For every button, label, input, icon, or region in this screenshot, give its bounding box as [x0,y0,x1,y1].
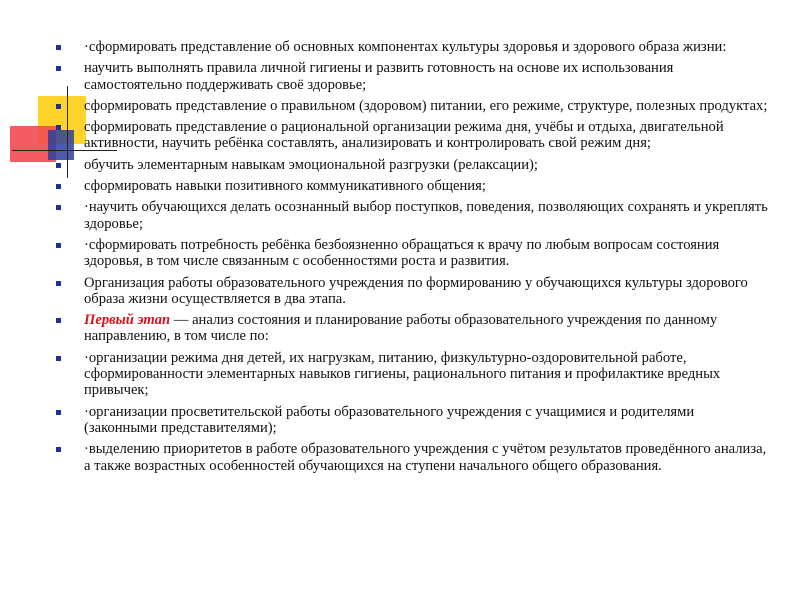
list-item-text: ·выделению приоритетов в работе образовательного учреждения с учётом результатов проведённого анализа, а также возрастных особенностей обучающихся на ступени начального общего образования. [84,441,767,474]
square-bullet-icon [56,125,61,130]
bullet-list [56,39,768,474]
list-item [56,39,768,55]
list-item-text: ·сформировать представление об основных компонентах культуры здоровья и здорового образа жизни: [84,39,727,55]
list-item-text: сформировать представление о правильном (здоровом) питании, его режиме, структуре, полезных продуктах; [84,97,768,114]
square-bullet-icon [56,243,61,248]
list-item [56,60,768,93]
square-bullet-icon [56,205,61,210]
square-bullet-icon [56,163,61,168]
square-bullet-icon [56,281,61,286]
slide-content [56,39,768,479]
list-item [56,119,768,152]
list-item [56,157,768,173]
square-bullet-icon [56,66,61,71]
list-item-stage [56,312,768,345]
square-bullet-icon [56,410,61,415]
list-item-text: ·научить обучающихся делать осознанный выбор поступков, поведения, позволяющих сохранять и укреплять здоровье; [84,199,768,232]
list-item-text: сформировать представление о рациональной организации режима дня, учёбы и отдыха, двигательной активности, научить ребёнка составлять, анализировать и контролировать свой режим дня; [84,119,724,152]
list-item [56,350,768,399]
square-bullet-icon [56,447,61,452]
list-item [56,441,768,474]
list-item [56,237,768,270]
square-bullet-icon [56,104,61,109]
square-bullet-icon [56,356,61,361]
list-item-text: ·организации режима дня детей, их нагрузкам, питанию, физкультурно-оздоровительной работе, сформированности элементарных навыков гигиены, рационального питания и профилактике вредных привычек; [84,349,721,399]
list-item [56,199,768,232]
stage-text: — анализ состояния и планирование работы образовательного учреждения по данному направлению, в том числе по: [84,312,718,345]
list-item-text: ·сформировать потребность ребёнка безбоязненно обращаться к врачу по любым вопросам состояния здоровья, в том числе связанным с особенностями роста и развития. [84,236,720,270]
list-item-text: сформировать навыки позитивного коммуникативного общения; [84,178,486,195]
square-bullet-icon [56,45,61,50]
square-bullet-icon [56,318,61,323]
list-item-text: ·организации просветительской работы образовательного учреждения с учащимися и родителями (законными представителями); [84,403,695,436]
list-item [56,178,768,194]
list-item [56,98,768,114]
square-bullet-icon [56,184,61,189]
list-item-text: научить выполнять правила личной гигиены и развить готовность на основе их использования самостоятельно поддерживать своё здоровье; [84,60,674,93]
list-item-text: Организация работы образовательного учреждения по формированию у обучающихся культуры здорового образа жизни осуществляется в два этапа. [84,274,748,307]
list-item [56,275,768,308]
stage-lead: Первый этап [84,312,171,329]
list-item-text: обучить элементарным навыкам эмоциональной разгрузки (релаксации); [84,156,538,173]
list-item [56,404,768,437]
